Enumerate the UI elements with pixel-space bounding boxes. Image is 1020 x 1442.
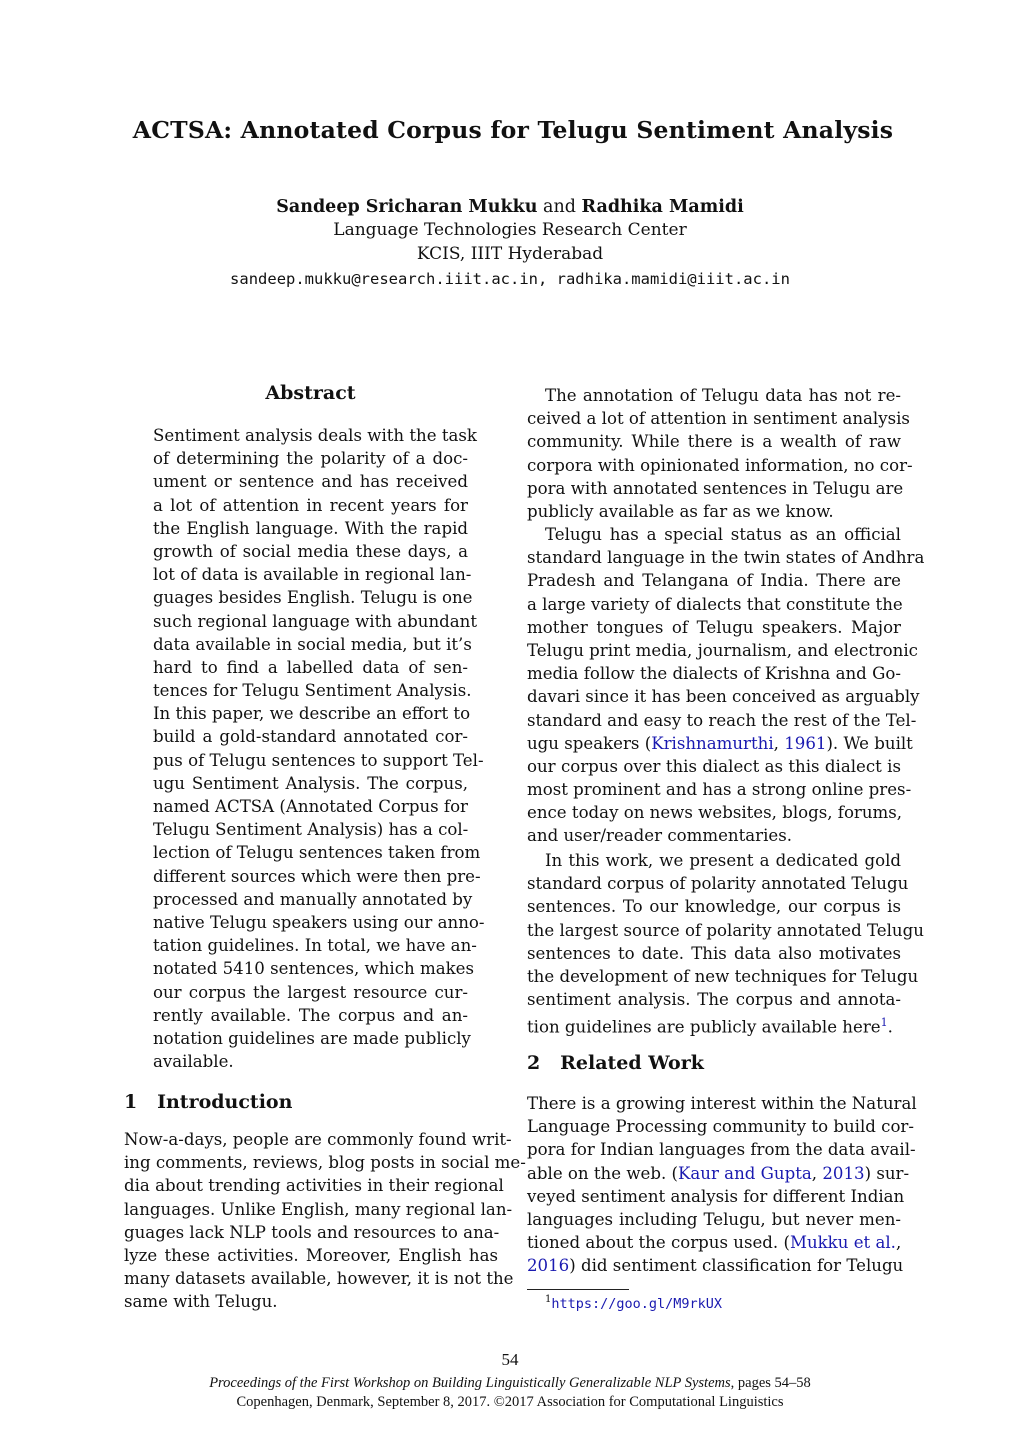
text-line: same with Telugu. xyxy=(124,1292,278,1312)
footnote-mark: 1 xyxy=(545,1294,552,1305)
text-line: community. While there is a wealth of raw xyxy=(527,432,901,452)
text-line: dia about trending activities in their regional xyxy=(124,1176,504,1196)
author-1: Sandeep Sricharan Mukku xyxy=(276,197,538,217)
text-line: tences for Telugu Sentiment Analysis. xyxy=(153,681,472,701)
text-line: a large variety of dialects that constitute the xyxy=(527,594,903,614)
text-line: Sentiment analysis deals with the task xyxy=(153,426,477,445)
text-segment: . xyxy=(887,1017,893,1037)
text-line: The annotation of Telugu data has not re- xyxy=(545,386,901,405)
author-emails: sandeep.mukku@research.iiit.ac.in, radhika.mamidi@iiit.ac.in xyxy=(230,270,790,288)
text-line: lyze these activities. Moreover, English has xyxy=(124,1245,498,1265)
proceedings-line xyxy=(0,1375,1020,1392)
text-line: standard corpus of polarity annotated Telugu xyxy=(527,874,909,894)
affiliation-2: KCIS, IIIT Hyderabad xyxy=(416,244,604,264)
text-line xyxy=(527,1011,901,1037)
text-line: tation guidelines. In total, we have an- xyxy=(153,936,477,956)
text-line: standard language in the twin states of Andhra xyxy=(527,548,925,568)
text-line: corpora with opinionated information, no cor- xyxy=(527,455,913,475)
text-line: ceived a lot of attention in sentiment analysis xyxy=(527,409,910,429)
text-line: ument or sentence and has received xyxy=(153,472,468,492)
text-line: of determining the polarity of a doc- xyxy=(153,449,468,469)
text-line: Telugu Sentiment Analysis) has a col- xyxy=(153,820,469,840)
text-line: most prominent and has a strong online pres- xyxy=(527,780,912,800)
text-line: a lot of attention in recent years for xyxy=(153,495,468,515)
text-line: sentences. To our knowledge, our corpus is xyxy=(527,897,901,917)
citation-link[interactable]: 1961 xyxy=(784,733,827,753)
text-segment: able on the web. ( xyxy=(527,1163,678,1183)
text-line: guages lack NLP tools and resources to ana- xyxy=(124,1222,500,1242)
text-line: build a gold-standard annotated cor- xyxy=(153,727,468,747)
abstract-body xyxy=(153,424,485,1073)
text-line: notated 5410 sentences, which makes xyxy=(153,959,474,979)
right-paragraph-3 xyxy=(527,849,924,1037)
text-line: ugu Sentiment Analysis. The corpus, xyxy=(153,773,468,793)
text-line: our corpus the largest resource cur- xyxy=(153,982,468,1002)
proceedings-title: Proceedings of the First Workshop on Building Linguistically Generalizable NLP Systems xyxy=(209,1375,731,1391)
text-line: veyed sentiment analysis for different Indian xyxy=(527,1186,905,1206)
authors xyxy=(0,197,1020,217)
right-paragraph-2 xyxy=(527,523,925,848)
related-work-paragraph xyxy=(527,1092,917,1278)
text-line: languages including Telugu, but never men- xyxy=(527,1209,901,1229)
abstract-heading: Abstract xyxy=(265,382,356,404)
text-line: mother tongues of Telugu speakers. Major xyxy=(527,617,901,637)
text-line: Now-a-days, people are commonly found writ- xyxy=(124,1130,512,1149)
text-line: data available in social media, but it’s xyxy=(153,634,472,654)
text-line: growth of social media these days, a xyxy=(153,541,468,561)
affiliation-1: Language Technologies Research Center xyxy=(333,220,687,240)
text-segment: tion guidelines are publicly available here xyxy=(527,1017,881,1037)
text-line: Telugu print media, journalism, and electronic xyxy=(527,640,918,660)
footnote-link[interactable]: https://goo.gl/M9rkUX xyxy=(551,1296,723,1312)
text-line: notation guidelines are made publicly xyxy=(153,1028,471,1048)
text-line xyxy=(527,1254,904,1277)
text-segment: , xyxy=(773,733,785,753)
text-line: sentiment analysis. The corpus and annota- xyxy=(527,990,901,1010)
proceedings-pages: , pages 54–58 xyxy=(730,1375,811,1391)
text-line: davari since it has been conceived as arguably xyxy=(527,687,920,707)
text-segment: ugu speakers ( xyxy=(527,733,652,753)
text-line: sentences to date. This data also motivates xyxy=(527,943,901,963)
text-line: publicly available as far as we know. xyxy=(527,501,834,521)
citation-link[interactable]: Krishnamurthi xyxy=(651,733,774,753)
text-line: such regional language with abundant xyxy=(153,611,477,631)
text-line: lot of data is available in regional lan- xyxy=(153,565,472,585)
text-line xyxy=(527,732,913,755)
text-segment: , xyxy=(895,1233,902,1253)
text-line: There is a growing interest within the Natural xyxy=(527,1094,917,1113)
text-line: our corpus over this dialect as this dialect is xyxy=(527,756,901,776)
text-segment: ). We built xyxy=(826,733,913,753)
footnote-rule xyxy=(527,1289,629,1290)
text-line: Pradesh and Telangana of India. There are xyxy=(527,571,901,591)
text-segment: , xyxy=(811,1163,823,1183)
page-number: 54 xyxy=(501,1350,519,1369)
author-conjunction: and xyxy=(543,197,576,217)
text-line: the development of new techniques for Telugu xyxy=(527,966,919,986)
text-line: rently available. The corpus and an- xyxy=(153,1005,468,1025)
text-segment: tioned about the corpus used. ( xyxy=(527,1233,790,1253)
text-line: pora with annotated sentences in Telugu are xyxy=(527,478,904,498)
text-line: many datasets available, however, it is not the xyxy=(124,1269,514,1289)
paper-title: ACTSA: Annotated Corpus for Telugu Sentiment Analysis xyxy=(132,116,894,144)
text-line: media follow the dialects of Krishna and Go- xyxy=(527,664,901,684)
text-line: standard and easy to reach the rest of the Tel- xyxy=(527,710,917,730)
text-line: available. xyxy=(153,1052,234,1072)
right-paragraph-1 xyxy=(527,384,913,523)
section-number: 1 xyxy=(124,1091,138,1113)
citation-link[interactable]: 2013 xyxy=(822,1163,865,1183)
text-segment: ) did sentiment classification for Telugu xyxy=(569,1256,904,1276)
text-line: and user/reader commentaries. xyxy=(527,826,792,846)
citation-link[interactable]: 2016 xyxy=(527,1256,570,1276)
text-line: In this work, we present a dedicated gold xyxy=(545,851,901,870)
text-line: Telugu has a special status as an official xyxy=(545,525,901,544)
text-line: named ACTSA (Annotated Corpus for xyxy=(153,797,468,816)
citation-link[interactable]: 1 xyxy=(880,1016,888,1030)
text-line: languages. Unlike English, many regional lan- xyxy=(124,1199,513,1219)
footnote xyxy=(545,1294,722,1312)
text-line: processed and manually annotated by xyxy=(153,889,473,909)
text-line: ence today on news websites, blogs, forums, xyxy=(527,803,903,823)
section-2-heading xyxy=(527,1052,704,1074)
text-segment: ) sur- xyxy=(864,1163,910,1183)
text-line: the English language. With the rapid xyxy=(153,518,468,538)
text-line xyxy=(527,1162,910,1185)
text-line: the largest source of polarity annotated Telugu xyxy=(527,920,924,940)
section-title: Related Work xyxy=(560,1052,704,1074)
text-line: In this paper, we describe an effort to xyxy=(153,704,471,724)
text-line: native Telugu speakers using our anno- xyxy=(153,912,485,932)
text-line: pus of Telugu sentences to support Tel- xyxy=(153,750,484,770)
section-number: 2 xyxy=(527,1052,541,1074)
text-line: lection of Telugu sentences taken from xyxy=(153,843,481,863)
text-line: ing comments, reviews, blog posts in social me- xyxy=(124,1153,526,1173)
text-line: pora for Indian languages from the data avail- xyxy=(527,1140,916,1160)
intro-paragraph xyxy=(124,1128,526,1314)
citation-link[interactable]: Mukku et al. xyxy=(789,1233,896,1253)
text-line: guages besides English. Telugu is one xyxy=(153,588,473,608)
text-line xyxy=(527,1231,901,1254)
author-2: Radhika Mamidi xyxy=(581,197,744,217)
section-title: Introduction xyxy=(157,1091,293,1113)
text-line: Language Processing community to build cor- xyxy=(527,1117,914,1137)
text-line: hard to find a labelled data of sen- xyxy=(153,657,468,677)
section-1-heading xyxy=(124,1091,292,1113)
citation-link[interactable]: Kaur and Gupta xyxy=(678,1163,812,1183)
copyright-line: Copenhagen, Denmark, September 8, 2017. ©2017 Association for Computational Linguistics xyxy=(236,1394,784,1410)
text-line: different sources which were then pre- xyxy=(153,866,481,886)
